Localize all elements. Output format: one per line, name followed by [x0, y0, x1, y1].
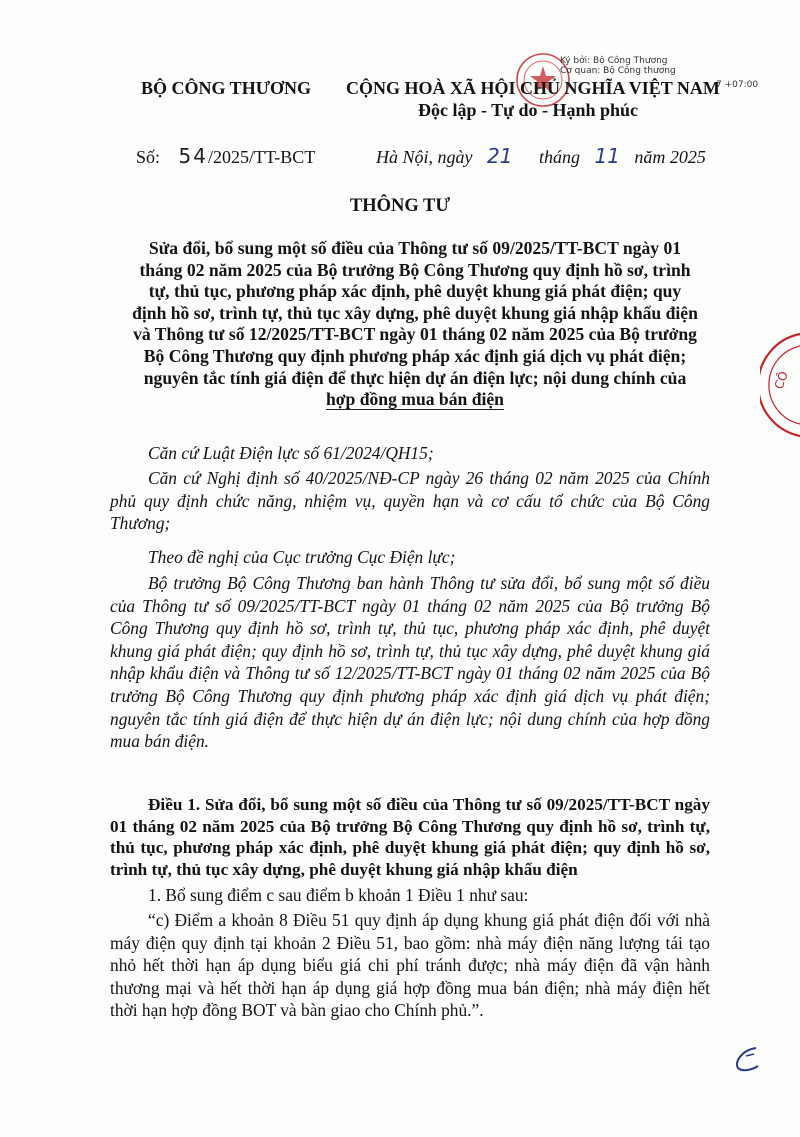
signature-signer: Ký bởi: Bộ Công Thương — [560, 56, 668, 66]
official-seal-edge — [760, 330, 800, 440]
article-1-item-1: 1. Bổ sung điểm c sau điểm b khoản 1 Điều 1 như sau: — [148, 885, 529, 905]
number-handwritten: 54 — [178, 144, 208, 168]
legal-basis-decree: Căn cứ Nghị định số 40/2025/NĐ-CP ngày 26 tháng 02 năm 2025 của Chính phủ quy định chức năng, nhiệm vụ, quyền hạn và cơ cấu tổ chức của Bộ Công Thương; — [110, 468, 710, 534]
title-line: nguyên tắc tính giá điện để thực hiện dự án điện lực; nội dung chính của — [143, 367, 687, 388]
article-1-heading: Điều 1. Sửa đổi, bổ sung một số điều của Thông tư số 09/2025/TT-BCT ngày 01 tháng 02 năm 2025 của Bộ trưởng Bộ Công Thương quy định hồ sơ, trình tự, thủ tục, phương pháp xác định, phê duyệt khung giá phát điện; quy định hồ sơ, trình tự, thủ tục xây dựng, phê duyệt khung giá nhập khẩu điện — [110, 795, 710, 879]
ministry-name: BỘ CÔNG THƯƠNG — [141, 78, 312, 98]
issuance-statement: Bộ trưởng Bộ Công Thương ban hành Thông tư sửa đổi, bổ sung một số điều của Thông tư số 09/2025/TT-BCT ngày 01 tháng 02 năm 2025 của Bộ trưởng Bộ Công Thương quy định hồ sơ, trình tự, thủ tục, phương pháp xác định, phê duyệt khung giá phát điện; quy định hồ sơ, trình tự, thủ tục xây dựng, phê duyệt khung giá nhập khẩu điện và Thông tư số 12/2025/TT-BCT ngày 01 tháng 02 năm 2025 của Bộ trưởng Bộ Công Thương quy định phương pháp xác định giá dịch vụ phát điện; nguyên tắc tính giá điện để thực hiện dự án điện lực; nội dung chính của hợp đồng mua bán điện. — [110, 573, 710, 752]
document-title — [118, 238, 712, 411]
title-line: tháng 02 năm 2025 của Bộ trưởng Bộ Công Thương quy định hồ sơ, trình — [139, 259, 691, 280]
date-place: Hà Nội, ngày — [376, 147, 473, 167]
handwritten-initial — [728, 1040, 764, 1080]
legal-basis-law: Căn cứ Luật Điện lực số 61/2024/QH15; — [148, 443, 434, 463]
number-suffix: /2025/TT-BCT — [207, 147, 316, 167]
title-line: định hồ sơ, trình tự, thủ tục xây dựng, phê duyệt khung giá nhập khẩu điện — [132, 302, 698, 323]
date-month-label: tháng — [538, 147, 580, 167]
date-year: năm 2025 — [634, 147, 706, 167]
title-line-last: hợp đồng mua bán điện — [326, 389, 504, 410]
country-name: CỘNG HOÀ XÃ HỘI CHỦ NGHĨA VIỆT NAM — [346, 78, 720, 98]
issue-date — [376, 144, 706, 168]
date-month: 11 — [594, 144, 620, 168]
date-day: 21 — [487, 144, 513, 168]
signature-time: 7 +07:00 — [716, 80, 759, 90]
title-line: Sửa đổi, bổ sung một số điều của Thông tư số 09/2025/TT-BCT ngày 01 — [148, 238, 682, 258]
svg-text:CÔ: CÔ — [771, 369, 791, 392]
title-line: Bộ Công Thương quy định phương pháp xác định giá dịch vụ phát điện; — [143, 345, 687, 366]
title-line — [118, 389, 712, 411]
document-type: THÔNG TƯ — [349, 196, 451, 216]
title-line: và Thông tư số 12/2025/TT-BCT ngày 01 tháng 02 năm 2025 của Bộ trưởng — [133, 324, 697, 345]
signature-agency: Cơ quan: Bộ Công thương — [560, 66, 676, 76]
digital-signature — [560, 56, 676, 76]
title-line: tự, thủ tục, phương pháp xác định, phê duyệt khung giá phát điện; quy — [148, 281, 682, 302]
national-motto: Độc lập - Tự do - Hạnh phúc — [418, 100, 639, 120]
article-1-quote: “c) Điểm a khoản 8 Điều 51 quy định áp dụng khung giá phát điện đối với nhà máy điện quy định tại khoản 2 Điều 51, bao gồm: nhà máy điện năng lượng tái tạo nhỏ hết thời hạn áp dụng biểu giá chi phí tránh được; nhà máy điện đã vận hành thương mại và hết thời hạn áp dụng giá hợp đồng mua bán điện; nhà máy điện hết thời hạn hợp đồng BOT và bàn giao cho Chính phủ.”. — [110, 910, 710, 1021]
proposal-basis: Theo đề nghị của Cục trưởng Cục Điện lực; — [148, 547, 456, 567]
number-label: Số: — [136, 147, 161, 167]
document-number — [136, 144, 315, 168]
